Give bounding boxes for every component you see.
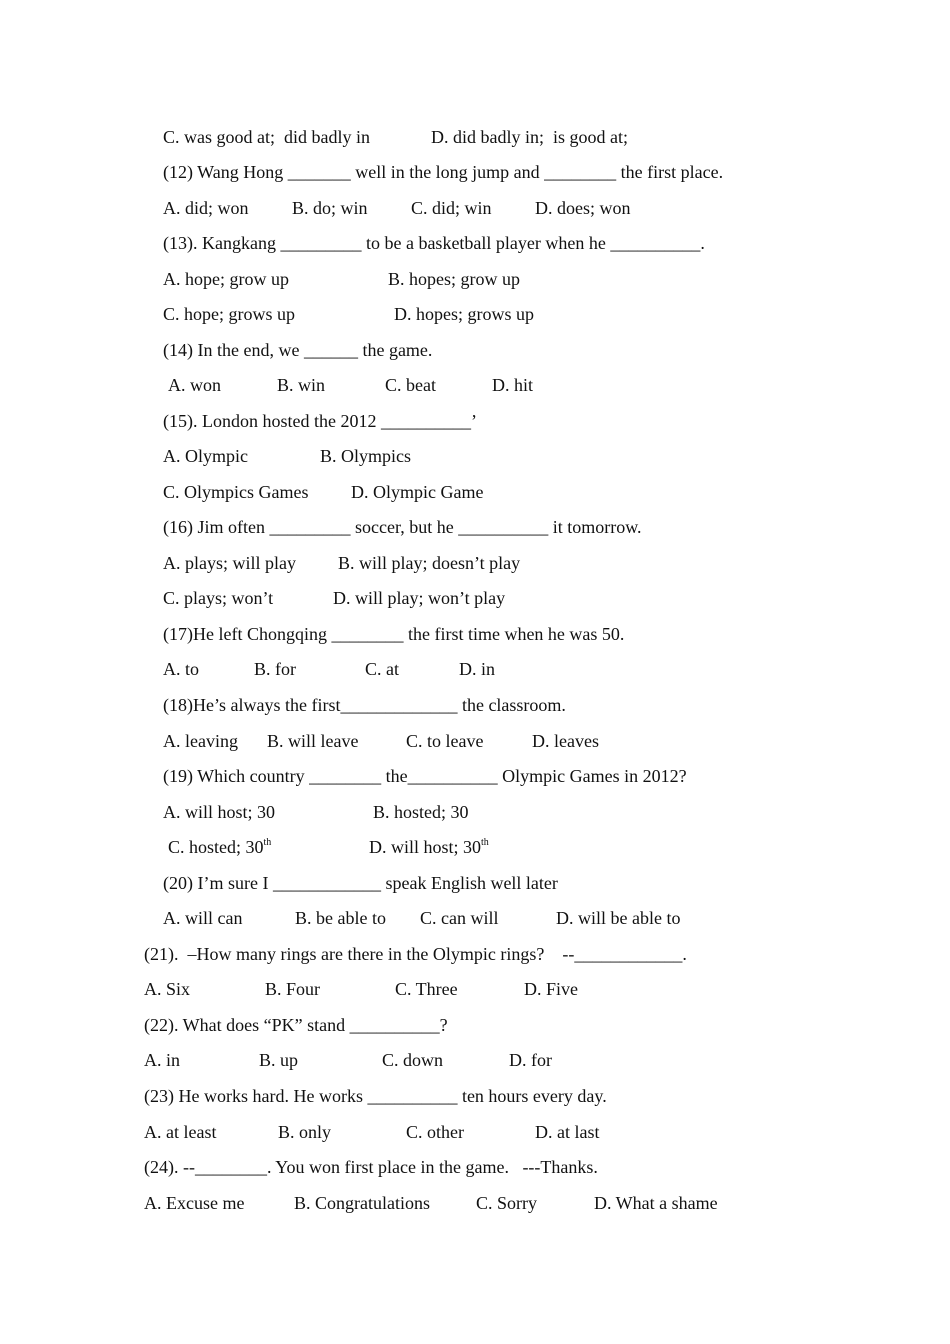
q22-stem: (22). What does “PK” stand __________? xyxy=(144,1015,448,1035)
q21-stem: (21). –How many rings are there in the Olympic rings? --____________. xyxy=(144,944,687,964)
q21-option-a: A. Six xyxy=(144,979,191,999)
q13-option-b: B. hopes; grow up xyxy=(388,269,520,289)
q14-option-d: D. hit xyxy=(492,375,534,395)
q16-option-c: C. plays; won’t xyxy=(163,588,274,608)
q16-option-b: B. will play; doesn’t play xyxy=(338,553,521,573)
q16-stem: (16) Jim often _________ soccer, but he __________ it tomorrow. xyxy=(163,517,642,537)
q16-options-ab xyxy=(163,552,521,574)
q12-option-a: A. did; won xyxy=(163,198,249,218)
q16-options-cd xyxy=(163,587,506,609)
q24-option-a: A. Excuse me xyxy=(144,1193,245,1213)
q23-option-d: D. at last xyxy=(535,1122,600,1142)
q13-option-c: C. hope; grows up xyxy=(163,304,295,324)
q12-stem: (12) Wang Hong _______ well in the long jump and ________ the first place. xyxy=(163,162,724,182)
q17-option-b: B. for xyxy=(254,659,296,679)
q14-stem: (14) In the end, we ______ the game. xyxy=(163,340,433,360)
q14-option-a: A. won xyxy=(168,375,221,395)
q15-stem: (15). London hosted the 2012 __________’ xyxy=(163,411,477,431)
q24-option-c: C. Sorry xyxy=(476,1193,538,1213)
q14-option-c: C. beat xyxy=(385,375,436,395)
q23-options xyxy=(144,1121,600,1143)
q20-option-a: A. will can xyxy=(163,908,243,928)
q16-option-a: A. plays; will play xyxy=(163,553,296,573)
q17-stem: (17)He left Chongqing ________ the first time when he was 50. xyxy=(163,624,625,644)
q21-option-b: B. Four xyxy=(265,979,321,999)
q23-option-a: A. at least xyxy=(144,1122,217,1142)
q20-option-d: D. will be able to xyxy=(556,908,681,928)
q17-option-d: D. in xyxy=(459,659,495,679)
q22-options xyxy=(144,1049,552,1071)
q22-option-a: A. in xyxy=(144,1050,180,1070)
q20-stem: (20) I’m sure I ____________ speak English well later xyxy=(163,873,558,893)
q24-option-d: D. What a shame xyxy=(594,1193,718,1213)
q21-option-d: D. Five xyxy=(524,979,578,999)
q17-option-c: C. at xyxy=(365,659,399,679)
q12-option-b: B. do; win xyxy=(292,198,368,218)
q24-option-b: B. Congratulations xyxy=(294,1193,430,1213)
q15-options-cd xyxy=(163,481,484,503)
q13-options-ab xyxy=(163,268,520,290)
q17-options xyxy=(163,658,495,680)
q22-option-c: C. down xyxy=(382,1050,444,1070)
q23-option-c: C. other xyxy=(406,1122,464,1142)
q20-option-b: B. be able to xyxy=(295,908,386,928)
q19-options-cd xyxy=(168,836,489,858)
q13-option-a: A. hope; grow up xyxy=(163,269,289,289)
q19-stem: (19) Which country ________ the__________ Olympic Games in 2012? xyxy=(163,766,687,786)
q15-option-c: C. Olympics Games xyxy=(163,482,309,502)
q18-options xyxy=(163,730,599,752)
q23-option-b: B. only xyxy=(278,1122,332,1142)
q19-option-d-sup: th xyxy=(481,837,489,848)
q19-options-ab xyxy=(163,801,469,823)
q15-option-a: A. Olympic xyxy=(163,446,248,466)
q12-options xyxy=(163,197,631,219)
q18-option-b: B. will leave xyxy=(267,731,359,751)
q14-options xyxy=(168,374,534,396)
q18-stem: (18)He’s always the first_____________ the classroom. xyxy=(163,695,566,715)
q17-option-a: A. to xyxy=(163,659,199,679)
q11-options-cd xyxy=(163,126,628,148)
q22-option-b: B. up xyxy=(259,1050,299,1070)
q23-stem: (23) He works hard. He works __________ ten hours every day. xyxy=(144,1086,607,1106)
q18-option-d: D. leaves xyxy=(532,731,599,751)
q22-option-d: D. for xyxy=(509,1050,552,1070)
q19-option-c xyxy=(168,836,271,858)
q13-options-cd xyxy=(163,303,534,325)
q19-option-b: B. hosted; 30 xyxy=(373,802,469,822)
q14-option-b: B. win xyxy=(277,375,326,395)
q20-options xyxy=(163,907,681,929)
q24-options xyxy=(144,1192,718,1214)
q12-option-d: D. does; won xyxy=(535,198,631,218)
q18-option-c: C. to leave xyxy=(406,731,484,751)
q12-option-c: C. did; win xyxy=(411,198,492,218)
q15-option-d: D. Olympic Game xyxy=(351,482,484,502)
q19-option-a: A. will host; 30 xyxy=(163,802,276,822)
q24-stem: (24). --________. You won first place in the game. ---Thanks. xyxy=(144,1157,598,1177)
q15-option-b: B. Olympics xyxy=(320,446,412,466)
q11-option-d: D. did badly in; is good at; xyxy=(431,127,628,147)
q19-option-d-text: D. will host; 30 xyxy=(369,837,482,857)
q13-option-d: D. hopes; grows up xyxy=(394,304,534,324)
q21-options xyxy=(144,978,578,1000)
q19-option-c-sup: th xyxy=(263,837,272,848)
q18-option-a: A. leaving xyxy=(163,731,238,751)
q11-option-c: C. was good at; did badly in xyxy=(163,127,370,147)
q21-option-c: C. Three xyxy=(395,979,458,999)
q20-option-c: C. can will xyxy=(420,908,499,928)
q15-options-ab xyxy=(163,445,412,467)
q19-option-d xyxy=(369,836,489,858)
q16-option-d: D. will play; won’t play xyxy=(333,588,506,608)
q19-option-c-text: C. hosted; 30 xyxy=(168,837,264,857)
q13-stem: (13). Kangkang _________ to be a basketball player when he __________. xyxy=(163,233,705,253)
